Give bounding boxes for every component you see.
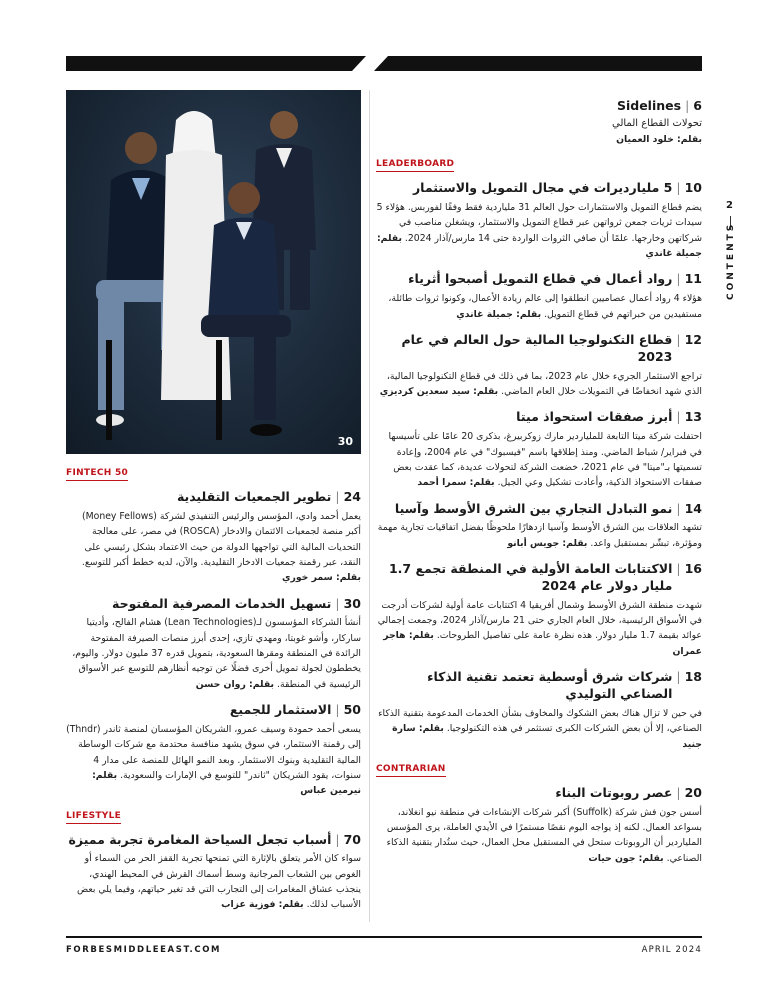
entry-number: 70: [343, 831, 361, 847]
entry-byline: بقلم: خلود العميان: [616, 133, 702, 145]
entry-title: 5 مليارديرات في مجال التمويل والاستثمار: [412, 180, 673, 196]
entry-number: 20: [684, 784, 702, 800]
entry-number: 6: [693, 98, 702, 113]
contents-entry[interactable]: 10 | 5 مليارديرات في مجال التمويل والاستثمار يضم قطاع التمويل والاستثمارات حول العالم 31 ملياردية فقط وفقًا لفوربس. هؤلاء 5 سيدات ثريات جمعن ثرواتهن عبر قطاع التمويل والاستثمار، ويشغلن مناصب في شركاتهن وخارجها. علمًا أن صافي الثروات الواردة حتى 14 مارس/آذار 2024. بقلم: جميلة غاندي: [376, 180, 702, 260]
entry-number: 16: [684, 561, 702, 577]
entry-body: سواء كان الأمر يتعلق بالإثارة التي تمنحها تجربة القفز الحر من السماء أو الغوص بين الشعاب المرجانية وسط أسماك القرش في المحيط الهندي، ينجذب عشاق المغامرات إلى التجارب التي قد تغير حياتهم، وفيما يلي بعض الأسباب لذلك.: [76, 853, 361, 911]
left-column: [66, 462, 361, 923]
contents-entry[interactable]: 13 | أبرز صفقات استحواذ ميتا احتفلت شركة ميتا التابعة للملياردير مارك زوكربيرغ، بذكرى 20 عامًا على تأسيسها في فبراير/ شباط الماضي. ومنذ إطلاقها باسم "فيسبوك" في عام 2004، وإعادة تسميتها بـ"ميتا" في عام 2021، خضعت الشركة لتحولات عديدة، كما عقدت بعض صفقات الاستحواذ الذكية، وأعادت تشكيل وعي الجيل. بقلم: سمرا أحمد: [388, 409, 702, 489]
contents-entry[interactable]: 14 | نمو التبادل التجاري بين الشرق الأوسط وآسيا تشهد العلاقات بين الشرق الأوسط وآسيا ازدهارًا ملحوظًا بفضل اتفاقيات تجارية مهمة ومؤثرة، تبشّر بمستقبل واعد. بقلم: جويس أبانو: [377, 500, 702, 549]
section-tag-fintech[interactable]: FINTECH 50: [66, 466, 128, 481]
section-tag-leaderboard[interactable]: LEADERBOARD: [376, 157, 454, 172]
entry-title: نمو التبادل التجاري بين الشرق الأوسط وآسيا: [394, 500, 673, 516]
entry-number: 12: [684, 331, 702, 347]
entry-title: تسهيل الخدمات المصرفية المفتوحة: [111, 595, 332, 611]
contents-entry[interactable]: 12 | قطاع التكنولوجيا المالية حول العالم في عام 2023 تراجع الاستثمار الجريء خلال عام 2023، بما في ذلك في قطاع التكنولوجيا المالية، الذي شهد انخفاضًا في التمويلات خلال العام الماضي. بقلم: سيد سعدين كرديزي: [376, 332, 702, 399]
entry-body: شهدت منطقة الشرق الأوسط وشمال أفريقيا 4 اكتتابات عامة أولية لشركات أدرجت في الأسواق الرئيسية، خلال العام الجاري حتى 21 مارس/آذار 2024، وجمعت إجمالي عوائد بقيمة 1.7 مليار دولار. هذه نظرة عامة على تفاصيل الطروحات.: [377, 599, 702, 642]
entry-number: 14: [684, 500, 702, 516]
entry-body: في حين لا تزال هناك بعض الشكوك والمخاوف بشأن الخدمات المدعومة بتقنية الذكاء الصناعي، إلا أن بعض الشركات الكبرى تستثمر في هذه التكنولوجيا.: [378, 707, 702, 735]
entry-title: شركات شرق أوسطية تعتمد تقنية الذكاء الصناعي التوليدي: [427, 669, 673, 701]
top-decorative-bar-left: [66, 56, 366, 71]
section-tag-lifestyle[interactable]: LIFESTYLE: [66, 809, 121, 824]
entry-title: رواد أعمال في قطاع التمويل أصبحوا أثرياء: [408, 271, 673, 287]
entry-title: الاستثمار للجميع: [229, 702, 332, 718]
entry-byline: بقلم: جويس أبانو: [507, 537, 588, 549]
entry-title: أبرز صفقات استحواذ ميتا: [516, 409, 673, 425]
section-tag-contrarian[interactable]: CONTRARIAN: [376, 762, 446, 777]
footer-rule: [66, 936, 702, 938]
entry-number: 10: [684, 180, 702, 196]
entry-number: 18: [684, 669, 702, 685]
entry-body: احتفلت شركة ميتا التابعة للملياردير مارك زوكربيرغ، بذكرى 20 عامًا على تأسيسها في فبراير/ شباط الماضي. ومنذ إطلاقها باسم "فيسبوك" في عام 2004، وإعادة تسميتها بـ"ميتا" في عام 2021، خضعت الشركة لتحولات عديدة، كما عقدت بعض صفقات الاستحواذ الذكية، وأعادت تشكيل وعي الجيل.: [388, 431, 702, 489]
entry-byline: بقلم: روان حسن: [195, 678, 275, 690]
entry-subtitle: تحولات القطاع المالي: [611, 117, 702, 129]
entry-byline: بقلم: هاجر عمران: [383, 630, 702, 657]
contents-label: CONTENTS: [726, 221, 736, 300]
entry-title: تطوير الجمعيات التقليدية: [176, 489, 332, 504]
contents-entry[interactable]: 24 | تطوير الجمعيات التقليدية يعمل أحمد وادي، المؤسس والرئيس التنفيذي لشركة (Money Fellows) أكبر منصة لجمعيات الائتمان والادخار (ROSCA) في مصر، على معالجة التحديات المالية التي تواجهها الدولة من حيث الاعتماد بشكل رئيسي على النقد، عبر رقمنة جمعيات الادخار التقليدية. والآن، لديه خطط أكبر للتوسع. بقلم: سمر خوري: [81, 489, 361, 584]
entry-byline: بقلم: فوزية عزاب: [221, 899, 304, 911]
sidelines-entry[interactable]: 6 | Sidelines تحولات القطاع المالي بقلم: خلود العميان: [376, 98, 702, 147]
entry-title: عصر روبوتات البناء: [555, 784, 673, 800]
entry-body: أنشأ الشركاء المؤسسون لـ(Lean Technologies) هشام الفالح، وأديتيا ساركار، وأشو غوبتا، ومهدي تازي، إحدى أبرز منصات الصيرفة المفتوحة الرائدة في المنطقة ومقرها السعودية، بتمويل قدره 37 مليون دولار. واليوم، يخططون لجولة تمويل أخرى فضلًا عن توجيه أنظارهم للتوسع عبر الأسواق الرئيسية في المنطقة.: [72, 617, 361, 690]
contents-side-label: [712, 200, 758, 320]
entry-title: أسباب تجعل السياحة المغامرة تجربة مميزة: [68, 831, 332, 847]
entry-body: يضم قطاع التمويل والاستثمارات حول العالم 31 ملياردية فقط وفقًا لفوربس. هؤلاء 5 سيدات ثريات جمعن ثرواتهن عبر قطاع التمويل والاستثمار، ويشغلن مناصب في شركاتهن وخارجها. علمًا أن صافي الثروات الواردة حتى 14 مارس/آذار 2024.: [376, 202, 702, 244]
contents-entry[interactable]: 16 | الاكتتابات العامة الأولية في المنطقة تجمع 1.7 مليار دولار عام 2024 شهدت منطقة الشرق الأوسط وشمال أفريقيا 4 اكتتابات عامة أولية لشركات أدرجت في الأسواق الرئيسية، خلال العام الجاري حتى 21 مارس/آذار 2024، وجمعت إجمالي عوائد بقيمة 1.7 مليار دولار. هذه نظرة عامة على تفاصيل الطروحات. بقلم: هاجر عمران: [377, 561, 702, 657]
contrarian-entry[interactable]: 20 | عصر روبوتات البناء أسس جون فش شركة (Suffolk) أكبر شركات الإنشاءات في منطقة نيو انغلاند، بسواعد العمال. لكنه إذ يواجه اليوم نقصًا مستمرًا في الأيدي العاملة، يرى المؤسس الملياردير أن الروبوتات ستحل في المستقبل محل العمال، حيث ستُدار بتقنية الذكاء الصناعي. بقلم: جون حيات: [386, 784, 702, 864]
entry-number: 24: [343, 489, 361, 504]
contents-entry[interactable]: 30 | تسهيل الخدمات المصرفية المفتوحة أنشأ الشركاء المؤسسون لـ(Lean Technologies) هشام الفالح، وأديتيا ساركار، وأشو غوبتا، ومهدي تازي، إحدى أبرز منصات الصيرفة المفتوحة الرائدة في المنطقة ومقرها السعودية، بتمويل قدره 37 مليون دولار. واليوم، يخططون لجولة تمويل أخرى فضلًا عن توجيه أنظارهم للتوسع عبر الأسواق الرئيسية في المنطقة. بقلم: روان حسن: [72, 595, 361, 690]
fintech-list: [66, 489, 361, 799]
entry-body: يعمل أحمد وادي، المؤسس والرئيس التنفيذي لشركة (Money Fellows) أكبر منصة لجمعيات الائتمان والادخار (ROSCA) في مصر، على معالجة التحديات المالية التي تواجهها الدولة من حيث الاعتماد بشكل رئيسي على النقد، عبر رقمنة جمعيات الادخار التقليدية. والآن، لديه خطط أكبر للتوسع.: [81, 510, 361, 568]
photo-page-number: 30: [337, 435, 353, 448]
lifestyle-entry[interactable]: 70 | أسباب تجعل السياحة المغامرة تجربة مميزة سواء كان الأمر يتعلق بالإثارة التي تمنحها تجربة القفز الحر من السماء أو الغوص بين الشعاب المرجانية وسط أسماك القرش في المحيط الهندي، ينجذب عشاق المغامرات إلى التجارب التي قد تغير حياتهم، وفيما يلي بعض الأسباب لذلك. بقلم: فوزية عزاب: [68, 831, 361, 911]
entry-byline: بقلم: جون حيات: [588, 852, 664, 864]
entry-byline: بقلم: جميلة غاندي: [456, 308, 542, 320]
entry-body: أسس جون فش شركة (Suffolk) أكبر شركات الإنشاءات في منطقة نيو انغلاند، بسواعد العمال. لكنه إذ يواجه اليوم نقصًا مستمرًا في الأيدي العاملة، يرى المؤسس الملياردير أن الروبوتات ستحل في المستقبل محل العمال، حيث ستُدار بتقنية الذكاء الصناعي.: [386, 806, 702, 864]
leaderboard-list: [376, 180, 702, 752]
right-column: [376, 98, 702, 876]
four-men-illustration: [66, 90, 361, 454]
entry-title: قطاع التكنولوجيا المالية حول العالم في عام 2023: [401, 331, 673, 364]
contents-entry[interactable]: 18 | شركات شرق أوسطية تعتمد تقنية الذكاء الصناعي التوليدي في حين لا تزال هناك بعض الشكوك والمخاوف بشأن الخدمات المدعومة بتقنية الذكاء الصناعي، إلا أن بعض الشركات الكبرى تستثمر في هذه التكنولوجيا. بقلم: سارة جنيد: [376, 669, 702, 752]
entry-number: 11: [684, 271, 702, 287]
page-number: 2: [726, 200, 733, 211]
entry-byline: بقلم: سارة جنيد: [392, 723, 702, 750]
entry-body: هؤلاء 4 رواد أعمال عصاميين انطلقوا إلى عالم ريادة الأعمال، وكونوا ثروات طائلة، مستفيدين من خبراتهم في قطاع التمويل.: [388, 293, 702, 320]
top-decorative-bar-right: [374, 56, 702, 71]
entry-byline: بقلم: نيرمين عباس: [92, 769, 361, 797]
footer-issue-date: APRIL 2024: [641, 945, 702, 955]
entry-body: يسعى أحمد حمودة وسيف عمرو، الشريكان المؤسسان لمنصة ثاندر (Thndr) إلى رقمنة الاستثمار، في سوق يشهد منافسة محتدمة مع شركات الوساطة المالية التقليدية وبنوك الاستثمار. وبعد النمو الهائل للمنصة على مدار 4 سنوات، يقود الشريكان "ثاندر" للتوسع في الإمارات والسعودية.: [66, 723, 361, 781]
footer-website[interactable]: FORBESMIDDLEEAST.COM: [66, 945, 222, 955]
entry-number: 30: [343, 595, 361, 611]
entry-body: تشهد العلاقات بين الشرق الأوسط وآسيا ازدهارًا ملحوظًا بفضل اتفاقيات تجارية مهمة ومؤثرة، تبشّر بمستقبل واعد.: [377, 522, 702, 549]
entry-number: 50: [343, 702, 361, 718]
entry-title: الاكتتابات العامة الأولية في المنطقة تجمع 1.7 مليار دولار عام 2024: [388, 561, 673, 593]
contents-entry[interactable]: 50 | الاستثمار للجميع يسعى أحمد حمودة وسيف عمرو، الشريكان المؤسسان لمنصة ثاندر (Thndr) إلى رقمنة الاستثمار، في سوق يشهد منافسة محتدمة مع شركات الوساطة المالية التقليدية وبنوك الاستثمار. وبعد النمو الهائل للمنصة على مدار 4 سنوات، يقود الشريكان "ثاندر" للتوسع في الإمارات والسعودية. بقلم: نيرمين عباس: [66, 702, 361, 797]
column-divider: [369, 90, 370, 922]
entry-byline: بقلم: سمر خوري: [281, 572, 361, 584]
entry-title: Sidelines: [616, 98, 682, 113]
entry-byline: بقلم: سيد سعدين كرديزي: [379, 386, 499, 397]
entry-body: تراجع الاستثمار الجريء خلال عام 2023، بما في ذلك في قطاع التكنولوجيا المالية، الذي شهد انخفاضًا في التمويلات خلال العام الماضي.: [386, 370, 702, 397]
entry-number: 13: [684, 409, 702, 425]
entry-byline: بقلم: سمرا أحمد: [417, 477, 495, 489]
contents-entry[interactable]: 11 | رواد أعمال في قطاع التمويل أصبحوا أثرياء هؤلاء 4 رواد أعمال عصاميين انطلقوا إلى عالم ريادة الأعمال، وكونوا ثروات طائلة، مستفيدين من خبراتهم في قطاع التمويل. بقلم: جميلة غاندي: [388, 271, 702, 320]
entry-byline: بقلم: جميلة غاندي: [376, 232, 702, 260]
cover-photo: [66, 90, 361, 454]
